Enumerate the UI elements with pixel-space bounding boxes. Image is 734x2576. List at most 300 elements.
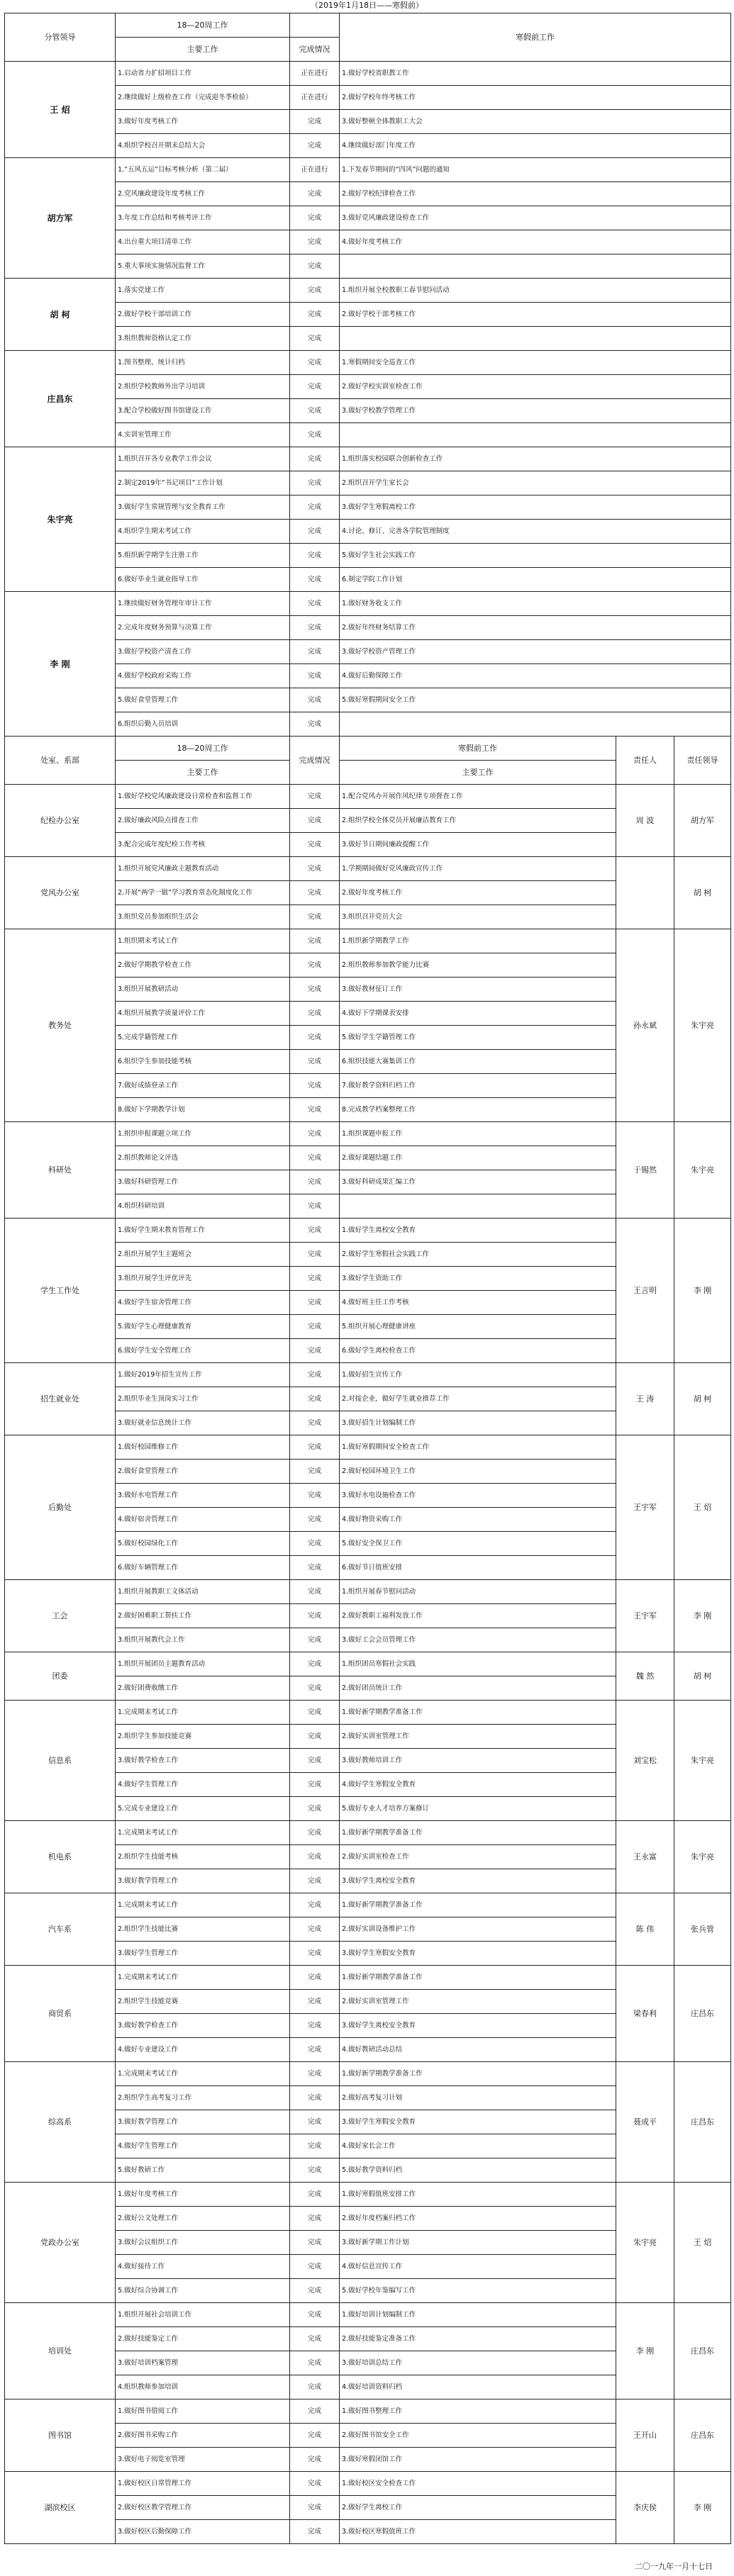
status-cell: 完成 — [290, 2351, 340, 2375]
status-cell: 完成 — [290, 2472, 340, 2496]
dept-name: 汽车系 — [5, 1893, 116, 1966]
status-cell: 完成 — [290, 1291, 340, 1315]
winter-cell: 1.组织团员寒假社会实践 — [340, 1652, 616, 1676]
header-winter-group: 寒假前工作 — [340, 13, 731, 62]
winter-cell: 2.做好实训室检查工作 — [340, 1845, 616, 1869]
task-cell: 4.组织科研培训 — [116, 1194, 290, 1219]
status-cell: 完成 — [290, 2327, 340, 2351]
status-cell: 完成 — [290, 809, 340, 833]
status-cell: 完成 — [290, 785, 340, 809]
status-cell: 完成 — [290, 568, 340, 592]
leader-cell: 王 炤 — [674, 1435, 731, 1580]
task-cell: 3.组织开展教代会工作 — [116, 1628, 290, 1652]
status-cell: 完成 — [290, 2207, 340, 2231]
winter-cell: 3.做好科研成果汇编工作 — [340, 1170, 616, 1194]
owner-cell: 王言明 — [616, 1219, 674, 1363]
winter-cell — [340, 423, 731, 447]
status-cell: 完成 — [290, 1074, 340, 1098]
status-cell: 完成 — [290, 1243, 340, 1267]
task-cell: 3.做好校区后勤保障工作 — [116, 2520, 290, 2544]
winter-cell: 3.做好整顿全体教职工大会 — [340, 110, 731, 134]
header-main-group: 18—20周工作 — [116, 737, 290, 761]
table-row — [5, 351, 731, 375]
header-task: 主要工作 — [116, 761, 290, 785]
task-cell: 3.做好科研管理工作 — [116, 1170, 290, 1194]
owner-cell: 刘宝松 — [616, 1701, 674, 1821]
task-cell: 2.做好学期教学检查工作 — [116, 953, 290, 978]
owner-cell: 朱宇亮 — [616, 2183, 674, 2303]
task-cell: 4.做好学校政府采购工作 — [116, 664, 290, 688]
winter-cell — [340, 712, 731, 737]
leader-cell: 张兵管 — [674, 1893, 731, 1966]
winter-cell: 3.做好学校教学管理工作 — [340, 399, 731, 423]
status-cell: 完成 — [290, 1893, 340, 1917]
task-cell: 2.做好困难职工帮扶工作 — [116, 1604, 290, 1628]
table-row — [5, 2183, 731, 2207]
task-cell: 1.继续做好财务管理年审计工作 — [116, 592, 290, 616]
table-row — [5, 2399, 731, 2424]
winter-cell: 2.对接企业，做好学生就业推荐工作 — [340, 1387, 616, 1411]
winter-cell: 1.做好新学期教学准备工作 — [340, 1893, 616, 1917]
winter-cell: 2.做好图书馆安全工作 — [340, 2424, 616, 2448]
status-cell: 完成 — [290, 399, 340, 423]
status-cell: 完成 — [290, 206, 340, 230]
winter-cell: 4.做好学生寒假安全教育 — [340, 1773, 616, 1797]
task-cell: 5.做好综合协调工作 — [116, 2279, 290, 2303]
task-cell: 3.做好就业信息统计工作 — [116, 1411, 290, 1435]
leader-cell: 王 炤 — [674, 2183, 731, 2303]
status-cell: 完成 — [290, 664, 340, 688]
task-cell: 3.做好年度考核工作 — [116, 110, 290, 134]
status-cell: 完成 — [290, 1604, 340, 1628]
winter-cell: 2.做好学校年终考核工作 — [340, 86, 731, 110]
status-cell: 完成 — [290, 1002, 340, 1026]
status-cell: 完成 — [290, 1484, 340, 1508]
winter-cell: 3.做好校区寒假值班工作 — [340, 2520, 616, 2544]
task-cell: 4.组织开展教学质量评价工作 — [116, 1002, 290, 1026]
winter-cell: 1.学期期间做好党风廉政宣传工作 — [340, 857, 616, 881]
winter-cell — [340, 1194, 616, 1219]
task-cell: 5.做好食堂管理工作 — [116, 688, 290, 712]
table-row — [5, 1363, 731, 1387]
winter-cell: 3.做好学生寒假安全教育 — [340, 2110, 616, 2134]
winter-cell: 1.寒假期间安全巡查工作 — [340, 351, 731, 375]
status-cell: 完成 — [290, 1869, 340, 1893]
status-cell: 完成 — [290, 1122, 340, 1146]
header-leader: 分管领导 — [5, 13, 116, 62]
header-owner: 责任人 — [616, 737, 674, 785]
task-cell: 8.做好下学期教学计划 — [116, 1098, 290, 1122]
status-cell: 完成 — [290, 495, 340, 520]
status-cell: 完成 — [290, 2062, 340, 2086]
owner-cell: 于锡然 — [616, 1122, 674, 1219]
leader-cell: 庄昌东 — [674, 2062, 731, 2183]
status-cell: 完成 — [290, 1725, 340, 1749]
task-cell: 1.组织开展教职工文体活动 — [116, 1580, 290, 1604]
winter-cell: 4.做好教研活动总结 — [340, 2038, 616, 2062]
table-row — [5, 1435, 731, 1460]
task-cell: 1.做好学校党风廉政建设日常检查和监督工作 — [116, 785, 290, 809]
task-cell: 1.做好学生期末教育管理工作 — [116, 1219, 290, 1243]
task-cell: 2.组织学生技能比赛 — [116, 1917, 290, 1942]
table-row — [5, 1122, 731, 1146]
winter-cell: 2.做好年终财务结算工作 — [340, 616, 731, 640]
leader-cell: 胡 柯 — [674, 857, 731, 929]
status-cell: 完成 — [290, 1628, 340, 1652]
task-cell: 2.做好食堂管理工作 — [116, 1460, 290, 1484]
winter-cell: 5.做好学生社会实践工作 — [340, 544, 731, 568]
winter-cell: 3.做好工会会员管理工作 — [340, 1628, 616, 1652]
status-cell: 完成 — [290, 1146, 340, 1170]
task-cell: 5.完成专业建设工作 — [116, 1797, 290, 1821]
winter-cell: 2.做好校园环境卫生工作 — [340, 1460, 616, 1484]
dept-name: 教务处 — [5, 929, 116, 1122]
status-cell: 完成 — [290, 1749, 340, 1773]
owner-cell: 王开山 — [616, 2399, 674, 2472]
winter-cell — [340, 254, 731, 279]
task-cell: 4.做好学生宿舍管理工作 — [116, 1291, 290, 1315]
task-cell: 4.做好接待工作 — [116, 2255, 290, 2279]
owner-cell: 李庆侯 — [616, 2472, 674, 2544]
header-dept: 处室、系部 — [5, 737, 116, 785]
leader-name: 朱宇亮 — [5, 447, 116, 592]
status-cell: 完成 — [290, 592, 340, 616]
task-cell: 1.完成期末考试工作 — [116, 1966, 290, 1990]
owner-cell: 梁春利 — [616, 1966, 674, 2062]
winter-cell: 2.做好高考复习计划 — [340, 2086, 616, 2110]
task-cell: 5.重大事项实施情况监督工作 — [116, 254, 290, 279]
winter-cell: 2.做好年度档案归档工作 — [340, 2207, 616, 2231]
task-cell: 3.组织开展学生评优评先 — [116, 1267, 290, 1291]
owner-cell — [616, 857, 674, 929]
task-cell: 4.实训室管理工作 — [116, 423, 290, 447]
task-cell: 2.制定2019年“书记项目”工作计划 — [116, 471, 290, 495]
task-cell: 5.做好教研工作 — [116, 2158, 290, 2183]
winter-cell: 1.做好培训计划编制工作 — [340, 2303, 616, 2327]
winter-cell: 2.做好年度考核工作 — [340, 881, 616, 905]
owner-cell: 孙永斌 — [616, 929, 674, 1122]
footer-date: 二〇一九年一月十七日 — [635, 2562, 713, 2571]
status-cell: 完成 — [290, 2086, 340, 2110]
leader-cell: 胡 柯 — [674, 1652, 731, 1701]
task-cell: 1.完成期末考试工作 — [116, 2062, 290, 2086]
status-cell: 完成 — [290, 2303, 340, 2327]
winter-cell: 3.做好教师培训工作 — [340, 1749, 616, 1773]
winter-cell: 1.做好新学期教学准备工作 — [340, 2062, 616, 2086]
status-cell: 完成 — [290, 2014, 340, 2038]
winter-cell: 2.做好实训设备维护工作 — [340, 1917, 616, 1942]
header-leader: 责任领导 — [674, 737, 731, 785]
dept-name: 培训处 — [5, 2303, 116, 2399]
status-cell: 完成 — [290, 1508, 340, 1532]
status-cell: 完成 — [290, 2183, 340, 2207]
task-cell: 6.组织后勤人员培训 — [116, 712, 290, 737]
task-cell: 1.完成期末考试工作 — [116, 1821, 290, 1845]
winter-cell: 1.做好财务收支工作 — [340, 592, 731, 616]
status-cell: 完成 — [290, 2158, 340, 2183]
owner-cell: 李 刚 — [616, 2303, 674, 2399]
winter-cell: 3.做好招生计划编制工作 — [340, 1411, 616, 1435]
task-cell: 1.图书整理、统计归档 — [116, 351, 290, 375]
status-cell: 完成 — [290, 688, 340, 712]
winter-cell: 3.做好教材征订工作 — [340, 978, 616, 1002]
status-cell: 完成 — [290, 254, 340, 279]
header-task: 主要工作 — [116, 38, 290, 62]
table-row — [5, 1580, 731, 1604]
task-cell: 2.完成年度财务预算与决算工作 — [116, 616, 290, 640]
status-cell: 完成 — [290, 1701, 340, 1725]
winter-cell: 5.做好学生学籍管理工作 — [340, 1026, 616, 1050]
status-cell: 完成 — [290, 1652, 340, 1676]
task-cell: 1.做好校园维修工作 — [116, 1435, 290, 1460]
status-cell: 完成 — [290, 1387, 340, 1411]
table-row — [5, 62, 731, 86]
task-cell: 2.继续做好上级检查工作（完成迎冬季检验） — [116, 86, 290, 110]
winter-cell: 3.做好学生寒假安全教育 — [340, 1942, 616, 1966]
task-cell: 2.组织学生技能考核 — [116, 1845, 290, 1869]
task-cell: 3.做好教学检查工作 — [116, 1749, 290, 1773]
winter-cell: 3.组织召开党员大会 — [340, 905, 616, 929]
owner-cell: 魏 然 — [616, 1652, 674, 1701]
header-status: 完成情况 — [290, 38, 340, 62]
winter-cell: 1.做好新学期教学准备工作 — [340, 1701, 616, 1725]
winter-cell: 1.做好学生离校安全教育 — [340, 1219, 616, 1243]
winter-cell: 1.组织新学期教学工作 — [340, 929, 616, 953]
task-cell: 1.做好图书借阅工作 — [116, 2399, 290, 2424]
status-cell: 完成 — [290, 1339, 340, 1363]
winter-cell: 4.做好班主任工作考核 — [340, 1291, 616, 1315]
winter-cell — [340, 327, 731, 351]
task-cell: 3.年度工作总结和考核考评工作 — [116, 206, 290, 230]
status-cell: 完成 — [290, 1966, 340, 1990]
task-cell: 1.做好年度考核工作 — [116, 2183, 290, 2207]
table-row — [5, 1893, 731, 1917]
winter-cell: 6.做好节日值班安排 — [340, 1556, 616, 1580]
winter-cell: 3.做好学校资产管理工作 — [340, 640, 731, 664]
status-cell: 完成 — [290, 2399, 340, 2424]
task-cell: 4.做好学生管理工作 — [116, 1773, 290, 1797]
task-cell: 3.做好学生管理工作 — [116, 1942, 290, 1966]
winter-cell: 1.做好寒假期间安全检查工作 — [340, 1435, 616, 1460]
status-cell: 完成 — [290, 1315, 340, 1339]
task-cell: 2.做好团费收缴工作 — [116, 1676, 290, 1701]
task-cell: 7.做好成绩登录工作 — [116, 1074, 290, 1098]
leader-name: 李 刚 — [5, 592, 116, 737]
task-cell: 2.做好图书采购工作 — [116, 2424, 290, 2448]
task-cell: 2.组织开展学生主题班会 — [116, 1243, 290, 1267]
table-row — [5, 158, 731, 182]
dept-name: 党风办公室 — [5, 857, 116, 929]
winter-cell: 2.做好技能鉴定准备工作 — [340, 2327, 616, 2351]
page-title: （2019年1月18日——寒假前） — [311, 1, 423, 10]
task-cell: 2.做好校区教学管理工作 — [116, 2496, 290, 2520]
winter-cell: 2.做好学校实训室检查工作 — [340, 375, 731, 399]
winter-cell: 5.做好安全保卫工作 — [340, 1532, 616, 1556]
winter-cell: 1.下发春节期间的“四风”问题的通知 — [340, 158, 731, 182]
status-cell: 完成 — [290, 230, 340, 254]
status-cell: 完成 — [290, 2520, 340, 2544]
dept-name: 机电系 — [5, 1821, 116, 1893]
winter-cell: 1.做好新学期教学准备工作 — [340, 1966, 616, 1990]
status-cell: 正在进行 — [290, 158, 340, 182]
status-cell: 完成 — [290, 303, 340, 327]
header-winter-group: 寒假前工作 — [340, 737, 616, 761]
task-cell: 1.启动省力扩招项目工作 — [116, 62, 290, 86]
task-cell: 5.组织新学期学生注册工作 — [116, 544, 290, 568]
status-cell: 完成 — [290, 1556, 340, 1580]
winter-cell: 5.做好学校年鉴编写工作 — [340, 2279, 616, 2303]
task-cell: 2.组织学生参加技能竞赛 — [116, 1725, 290, 1749]
status-cell: 完成 — [290, 1170, 340, 1194]
winter-cell: 2.做好学生寒假社会实践工作 — [340, 1243, 616, 1267]
winter-cell: 2.组织学校全体党员开展廉洁教育工作 — [340, 809, 616, 833]
status-cell: 完成 — [290, 1194, 340, 1219]
status-cell: 完成 — [290, 447, 340, 471]
task-cell: 3.配合学校做好图书馆建设工作 — [116, 399, 290, 423]
status-cell: 完成 — [290, 1821, 340, 1845]
dept-name: 科研处 — [5, 1122, 116, 1219]
status-cell: 完成 — [290, 182, 340, 206]
winter-cell: 3.做好学生离校安全教育 — [340, 1869, 616, 1893]
leader-cell: 朱宇亮 — [674, 929, 731, 1122]
task-cell: 4.组织学生期末考试工作 — [116, 520, 290, 544]
winter-cell: 4.做好下学期课表安排 — [340, 1002, 616, 1026]
leader-cell: 胡 柯 — [674, 1363, 731, 1435]
leader-cell: 朱宇亮 — [674, 1821, 731, 1893]
status-cell: 完成 — [290, 2496, 340, 2520]
table-body — [5, 13, 731, 2544]
status-cell: 完成 — [290, 1917, 340, 1942]
winter-cell: 4.做好后勤保障工作 — [340, 664, 731, 688]
winter-cell: 1.做好寒假值班安排工作 — [340, 2183, 616, 2207]
dept-name: 湖滨校区 — [5, 2472, 116, 2544]
status-cell: 完成 — [290, 1098, 340, 1122]
leader-cell: 李 刚 — [674, 2472, 731, 2544]
status-cell: 完成 — [290, 2375, 340, 2399]
header-winter: 主要工作 — [340, 761, 616, 785]
dept-name: 纪检办公室 — [5, 785, 116, 857]
table-row — [5, 592, 731, 616]
task-cell: 2.党风廉政建设年度考核工作 — [116, 182, 290, 206]
task-cell: 2.做好公文处理工作 — [116, 2207, 290, 2231]
task-cell: 1.完成期末考试工作 — [116, 1701, 290, 1725]
task-cell: 1.落实党建工作 — [116, 279, 290, 303]
leader-name: 胡 柯 — [5, 279, 116, 351]
status-cell: 完成 — [290, 2448, 340, 2472]
status-cell: 正在进行 — [290, 86, 340, 110]
task-cell: 5.做好学生心理健康教育 — [116, 1315, 290, 1339]
status-cell: 完成 — [290, 978, 340, 1002]
task-cell: 2.做好廉政风险点排查工作 — [116, 809, 290, 833]
leader-cell: 李 刚 — [674, 1580, 731, 1652]
winter-cell: 1.组织课题申报工作 — [340, 1122, 616, 1146]
task-cell: 4.做好专业建设工作 — [116, 2038, 290, 2062]
status-cell: 完成 — [290, 929, 340, 953]
winter-cell: 3.做好党风廉政建设检查工作 — [340, 206, 731, 230]
winter-cell: 2.做好教职工福利发放工作 — [340, 1604, 616, 1628]
task-cell: 3.做好学生常规管理与安全教育工作 — [116, 495, 290, 520]
status-cell: 完成 — [290, 1050, 340, 1074]
task-cell: 3.配合完成年度纪检工作考核 — [116, 833, 290, 857]
status-cell: 完成 — [290, 1435, 340, 1460]
task-cell: 3.做好电子阅览室管理 — [116, 2448, 290, 2472]
winter-cell: 1.组织开展春节慰问活动 — [340, 1580, 616, 1604]
task-cell: 3.做好培训档案管理 — [116, 2351, 290, 2375]
task-cell: 2.组织教师论文评选 — [116, 1146, 290, 1170]
task-cell: 3.做好教学管理工作 — [116, 2110, 290, 2134]
status-cell: 完成 — [290, 616, 340, 640]
task-cell: 6.做好学生安全管理工作 — [116, 1339, 290, 1363]
task-cell: 3.组织党员参加组织生活会 — [116, 905, 290, 929]
owner-cell: 王宇军 — [616, 1435, 674, 1580]
leader-cell: 朱宇亮 — [674, 1122, 731, 1219]
table-row — [5, 447, 731, 471]
task-cell: 2.做好技能鉴定工作 — [116, 2327, 290, 2351]
winter-cell: 1.做好图书整理工作 — [340, 2399, 616, 2424]
winter-cell: 3.做好寒假闭馆工作 — [340, 2448, 616, 2472]
winter-cell: 2.做好学校干部考核工作 — [340, 303, 731, 327]
dept-name: 商贸系 — [5, 1966, 116, 2062]
winter-cell: 3.做好新学期工作计划 — [340, 2231, 616, 2255]
winter-cell: 2.做好团员统计工作 — [340, 1676, 616, 1701]
owner-cell: 王 涛 — [616, 1363, 674, 1435]
table-row — [5, 279, 731, 303]
task-cell: 3.做好会议组织工作 — [116, 2231, 290, 2255]
dept-name: 图书馆 — [5, 2399, 116, 2472]
task-cell: 1.组织开展社会培训工作 — [116, 2303, 290, 2327]
owner-cell: 陈 伟 — [616, 1893, 674, 1966]
winter-cell: 2.做好学校纪律检查工作 — [340, 182, 731, 206]
dept-name: 招生就业处 — [5, 1363, 116, 1435]
table-row — [5, 1821, 731, 1845]
winter-cell: 6.组织技能大赛集训工作 — [340, 1050, 616, 1074]
task-cell: 3.做好水电管理工作 — [116, 1484, 290, 1508]
owner-cell: 周 波 — [616, 785, 674, 857]
task-cell: 4.组织教师参加培训 — [116, 2375, 290, 2399]
status-cell: 完成 — [290, 423, 340, 447]
table-row — [5, 2062, 731, 2086]
dept-name: 信息系 — [5, 1701, 116, 1821]
status-cell: 完成 — [290, 1411, 340, 1435]
winter-cell: 1.做好学校省职教工作 — [340, 62, 731, 86]
winter-cell: 3.做好学生寒假离校工作 — [340, 495, 731, 520]
winter-cell: 2.组织教师参加教学能力比赛 — [340, 953, 616, 978]
table-row — [5, 2472, 731, 2496]
winter-cell: 1.组织开展全校教职工春节慰问活动 — [340, 279, 731, 303]
status-cell: 完成 — [290, 857, 340, 881]
status-cell: 完成 — [290, 351, 340, 375]
task-cell: 2.开展“两学一做”学习教育常态化制度化工作 — [116, 881, 290, 905]
task-cell: 1.组织开展党风廉政主题教育活动 — [116, 857, 290, 881]
status-cell: 完成 — [290, 110, 340, 134]
task-cell: 3.做好学校资产清查工作 — [116, 640, 290, 664]
status-cell: 完成 — [290, 327, 340, 351]
winter-cell: 5.做好寒假期间安全工作 — [340, 688, 731, 712]
winter-cell: 2.做好学生离校工作 — [340, 2496, 616, 2520]
status-cell: 完成 — [290, 1797, 340, 1821]
task-cell: 1.组织申报课题立项工作 — [116, 1122, 290, 1146]
status-cell: 完成 — [290, 1363, 340, 1387]
task-cell: 5.做好校园绿化工作 — [116, 1532, 290, 1556]
table-row — [5, 13, 731, 38]
table-row — [5, 737, 731, 761]
task-cell: 4.做好宿舍管理工作 — [116, 1508, 290, 1532]
winter-cell: 2.做好实训室管理工作 — [340, 1725, 616, 1749]
task-cell: 3.组织教师资格认定工作 — [116, 327, 290, 351]
winter-cell: 2.组织召开学生家长会 — [340, 471, 731, 495]
status-cell: 完成 — [290, 2255, 340, 2279]
winter-cell: 1.做好校区安全检查工作 — [340, 2472, 616, 2496]
